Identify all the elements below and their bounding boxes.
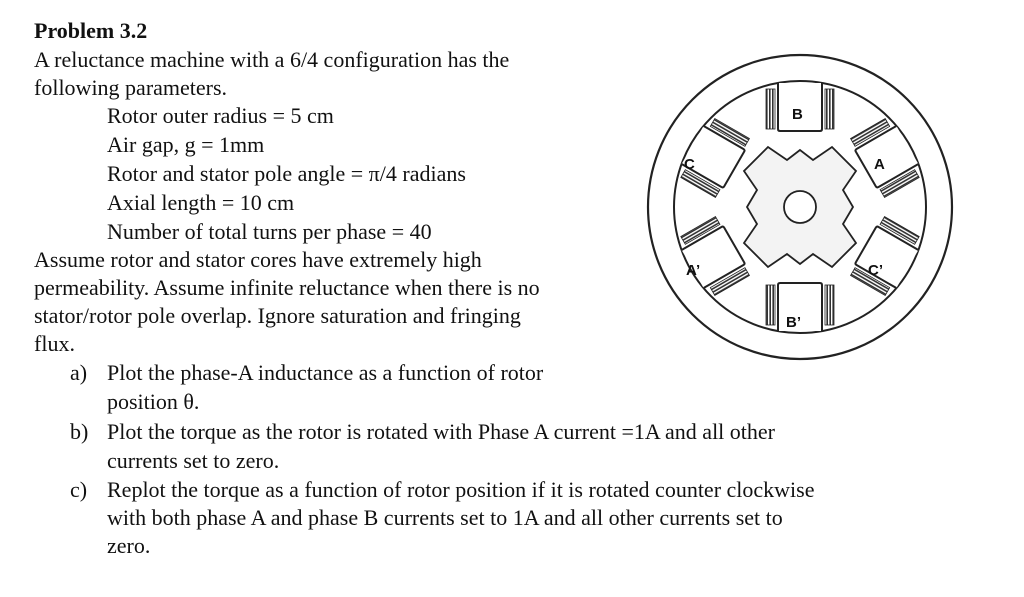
intro-line-2: following parameters. <box>34 75 228 100</box>
part-a-line-2: position θ. <box>107 389 200 414</box>
reluctance-machine-figure <box>640 47 960 367</box>
rotor <box>744 147 856 267</box>
part-c-line-3: zero. <box>107 533 151 558</box>
stator-pole-A <box>849 116 925 199</box>
phase-label-C-prime: C’ <box>868 262 883 279</box>
assume-line-2: permeability. Assume infinite reluctance when there is no <box>34 275 540 300</box>
part-b-label: b) <box>70 419 89 444</box>
phase-label-C: C <box>684 156 695 173</box>
part-c-line-2: with both phase A and phase B currents set to 1A and all other currents set to <box>107 505 783 530</box>
phase-label-B-prime: B’ <box>786 314 801 331</box>
param-axial-length: Axial length = 10 cm <box>107 190 295 215</box>
part-b-line-2: currents set to zero. <box>107 448 280 473</box>
part-a-label: a) <box>70 360 88 385</box>
phase-label-B: B <box>792 106 803 123</box>
part-a-line-1: Plot the phase-A inductance as a function of rotor <box>107 360 544 385</box>
param-air-gap: Air gap, g = 1mm <box>107 132 265 157</box>
intro-line-1: A reluctance machine with a 6/4 configuration has the <box>34 47 510 72</box>
problem-title: Problem 3.2 <box>34 18 148 43</box>
assume-line-3: stator/rotor pole overlap. Ignore saturation and fringing <box>34 303 521 328</box>
stator-pole-A-prime <box>676 216 752 299</box>
param-pole-angle: Rotor and stator pole angle = π/4 radians <box>107 161 466 186</box>
param-rotor-radius: Rotor outer radius = 5 cm <box>107 103 334 128</box>
stator-pole-C-prime <box>849 216 925 299</box>
phase-label-A-prime: A’ <box>686 262 701 279</box>
phase-label-A: A <box>874 156 885 173</box>
assume-line-4: flux. <box>34 331 75 356</box>
assume-line-1: Assume rotor and stator cores have extremely high <box>34 247 482 272</box>
param-turns: Number of total turns per phase = 40 <box>107 219 432 244</box>
rotor-shaft <box>784 191 816 223</box>
part-b-line-1: Plot the torque as the rotor is rotated with Phase A current =1A and all other <box>107 419 775 444</box>
part-c-line-1: Replot the torque as a function of rotor position if it is rotated counter clockwise <box>107 477 815 502</box>
part-c-label: c) <box>70 477 88 502</box>
